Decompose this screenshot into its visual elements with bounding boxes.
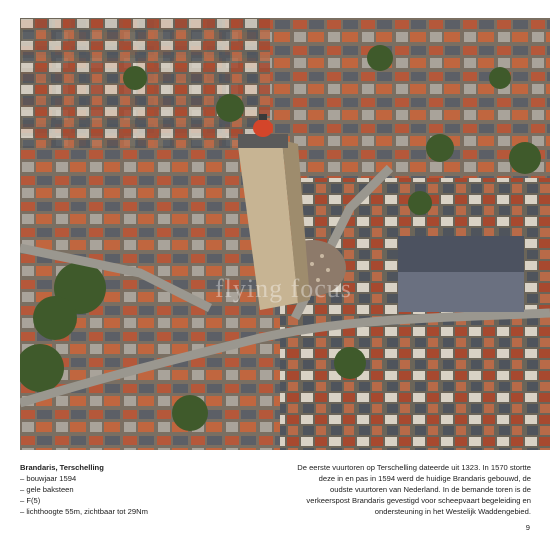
page-number: 9: [525, 523, 530, 532]
caption-description: De eerste vuurtoren op Terschelling dateerde uit 1323. In 1570 stortte deze in en pas in 1594 werd de huidige Brandaris gebouwd, de oudste vuurtoren van Nederland. In de bemande toren is de verkeerspost Brandaris gevestigd voor scheepvaart begeleiding en ondersteuning in het Westelijk Waddengebied.: [297, 463, 531, 516]
caption-facts: [20, 462, 270, 517]
fact-item: – bouwjaar 1594: [20, 473, 270, 484]
fact-item: – F(5): [20, 495, 270, 506]
fact-item: – gele baksteen: [20, 484, 270, 495]
caption-title: Brandaris, Terschelling: [20, 463, 104, 472]
aerial-photo: [20, 18, 550, 450]
watermark: flying focus: [215, 274, 352, 303]
facts-list: [20, 473, 270, 517]
aerial-town-illustration: [20, 18, 550, 450]
fact-item: – lichthoogte 55m, zichtbaar tot 29Nm: [20, 506, 270, 517]
